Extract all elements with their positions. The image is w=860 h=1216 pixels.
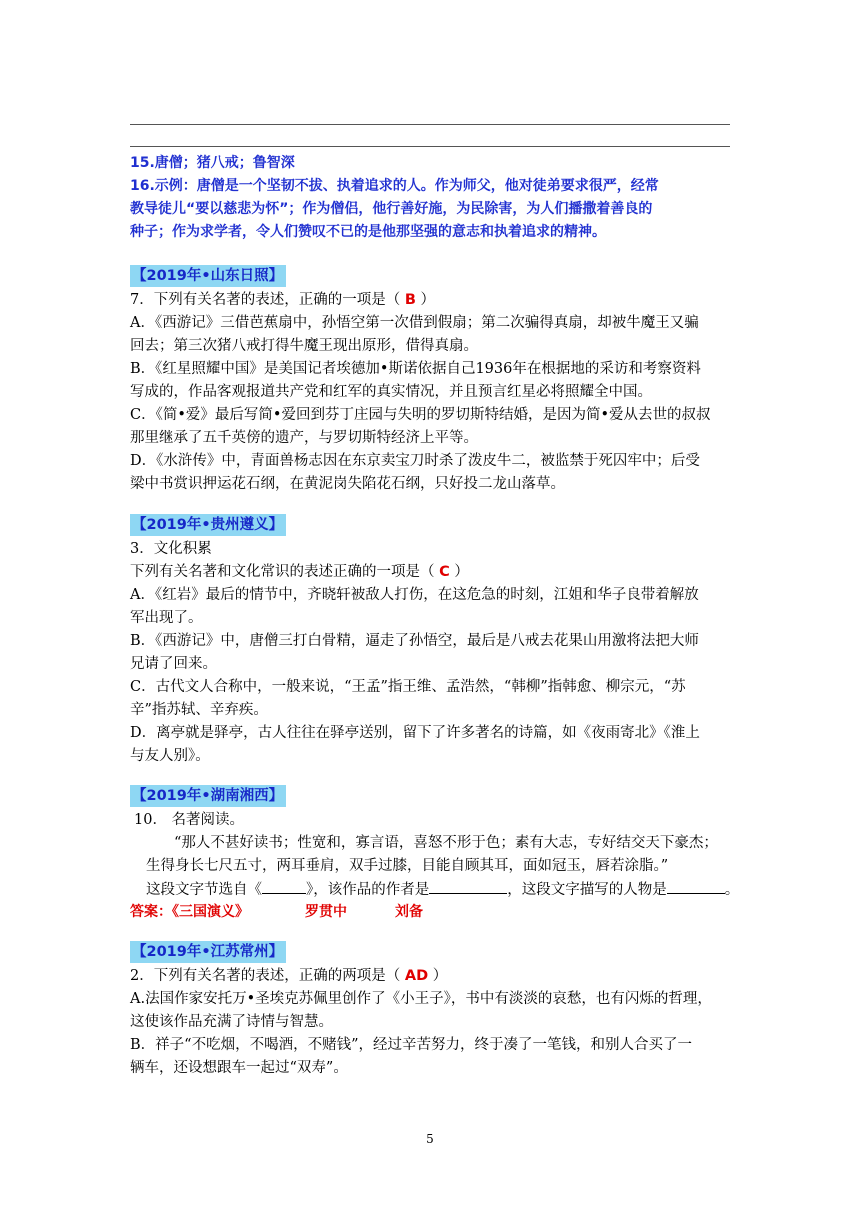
separator-line-bottom	[130, 146, 730, 147]
separator-line-top	[130, 124, 730, 125]
option-d-line1: D．《水浒传》中，青面兽杨志因在东京卖宝刀时杀了泼皮牛二，被监禁于死囚牢中；后受	[130, 453, 700, 469]
question-7-close: ）	[415, 292, 436, 308]
option-c-line2: 那里继承了五千英傍的遗产，与罗切斯特经济上平等。	[130, 430, 478, 446]
answer-label: 答案：	[130, 904, 172, 920]
question-7	[130, 289, 730, 312]
page-number: 5	[426, 1132, 434, 1146]
option-a-line1: A.法国作家安托万•圣埃克苏佩里创作了《小王子》，书中有淡淡的哀愁，也有闪烁的哲理，	[130, 991, 712, 1007]
option-b-line2: 兄请了回来。	[130, 656, 217, 672]
option-b-line1: B．《红星照耀中国》是美国记者埃德加•斯诺依据自己1936年在根据地的采访和考察资料	[130, 361, 701, 377]
question-7-text: 7．下列有关名著的表述，正确的一项是（	[130, 292, 405, 308]
option-b-line1: B．祥子“不吃烟，不喝酒，不赌钱”，经过辛苦努力，终于凑了一笔钱，和别人合买了一	[130, 1037, 692, 1053]
answer-author: 罗贯中	[305, 904, 347, 920]
fill-text-a: 这段文字节选自《	[146, 882, 262, 898]
fill-text-d: 。	[724, 882, 740, 898]
option-d-line1: D．离亭就是驿亭，古人往往在驿亭送别，留下了许多著名的诗篇，如《夜雨寄北》《淮上	[130, 725, 700, 741]
fill-in-blank	[146, 878, 746, 902]
option-c-line1: C．《简•爱》最后写简•爱回到芬丁庄园与失明的罗切斯特结婚，是因为简•爱从去世的叔叔	[130, 407, 711, 423]
option-b-line2: 写成的，作品客观报道共产党和红军的真实情况，并且预言红星必将照耀全中国。	[130, 384, 652, 400]
question-2-text: 2．下列有关名著的表述，正确的两项是（	[130, 968, 405, 984]
option-d-line2: 梁中书赏识押运花石纲，在黄泥岗失陷花石纲，只好投二龙山落草。	[130, 476, 565, 492]
answer-book: 《三国演义》	[172, 904, 249, 920]
option-d-line2: 与友人别》。	[130, 748, 210, 764]
option-b-line2: 辆车，还设想跟车一起过“双寿”。	[130, 1060, 348, 1076]
option-c-line2: 辛”指苏轼、辛弃疾。	[130, 702, 268, 718]
quote-line2: 生得身长七尺五寸，两耳垂肩，双手过膝，目能自顾其耳，面如冠玉，唇若涂脂。”	[146, 858, 669, 874]
question-3	[130, 561, 730, 584]
section-header-jiangsu-changzhou: 【2019年•江苏常州】	[130, 941, 286, 963]
answer-16-line1: 16.示例：唐僧是一个坚韧不拔、执着追求的人。作为师父，他对徒弟要求很严，经常	[130, 178, 659, 194]
option-c-line1: C．古代文人合称中，一般来说，“王孟”指王维、孟浩然，“韩柳”指韩愈、柳宗元，“苏	[130, 679, 686, 695]
answer-15: 15.唐僧；猪八戒；鲁智深	[130, 155, 295, 171]
question-3-text: 下列有关名著和文化常识的表述正确的一项是（	[130, 564, 440, 580]
option-a-line2: 回去；第三次猪八戒打得牛魔王现出原形，借得真扇。	[130, 338, 478, 354]
question-7-answer: B	[404, 292, 416, 308]
option-a-line2: 这使该作品充满了诗情与智慧。	[130, 1014, 333, 1030]
question-3-title: 3．文化积累	[130, 541, 212, 557]
answer-16-line2: 教导徒儿“要以慈悲为怀”；作为僧侣，他行善好施，为民除害，为人们播撒着善良的	[130, 201, 653, 217]
question-2	[130, 965, 730, 988]
option-a-line1: A．《红岩》最后的情节中，齐晓轩被敌人打伤，在这危急的时刻，江姐和华子良带着解放	[130, 587, 699, 603]
blank-character	[667, 878, 725, 894]
option-a-line2: 军出现了。	[130, 610, 203, 626]
blank-book-title	[262, 878, 306, 894]
fill-text-b: 》，该作品的作者是	[306, 882, 430, 898]
answer-16-line3: 种子；作为求学者，令人们赞叹不已的是他那坚强的意志和执着追求的精神。	[130, 224, 606, 240]
question-10-answer	[130, 901, 730, 924]
question-10-title: 10． 名著阅读。	[134, 812, 245, 828]
fill-text-c: ，这段文字描写的人物是	[507, 882, 667, 898]
section-header-shandong-rizhao: 【2019年•山东日照】	[130, 265, 286, 287]
question-2-answer: AD	[404, 968, 429, 984]
section-header-guizhou-zunyi: 【2019年•贵州遵义】	[130, 514, 286, 536]
option-b-line1: B．《西游记》中，唐僧三打白骨精，逼走了孙悟空，最后是八戒去花果山用激将法把大师	[130, 633, 699, 649]
question-3-close: ）	[449, 564, 469, 580]
answer-character: 刘备	[395, 904, 423, 920]
blank-author	[429, 878, 507, 894]
question-2-close: ）	[428, 968, 448, 984]
option-a-line1: A．《西游记》三借芭蕉扇中，孙悟空第一次借到假扇；第二次骗得真扇，却被牛魔王又骗	[130, 315, 699, 331]
quote-line1: “那人不甚好读书；性宽和，寡言语，喜怒不形于色；素有大志，专好结交天下豪杰；	[174, 835, 718, 851]
section-header-hunan-xiangxi: 【2019年•湖南湘西】	[130, 785, 286, 807]
question-3-answer: C	[439, 564, 450, 580]
